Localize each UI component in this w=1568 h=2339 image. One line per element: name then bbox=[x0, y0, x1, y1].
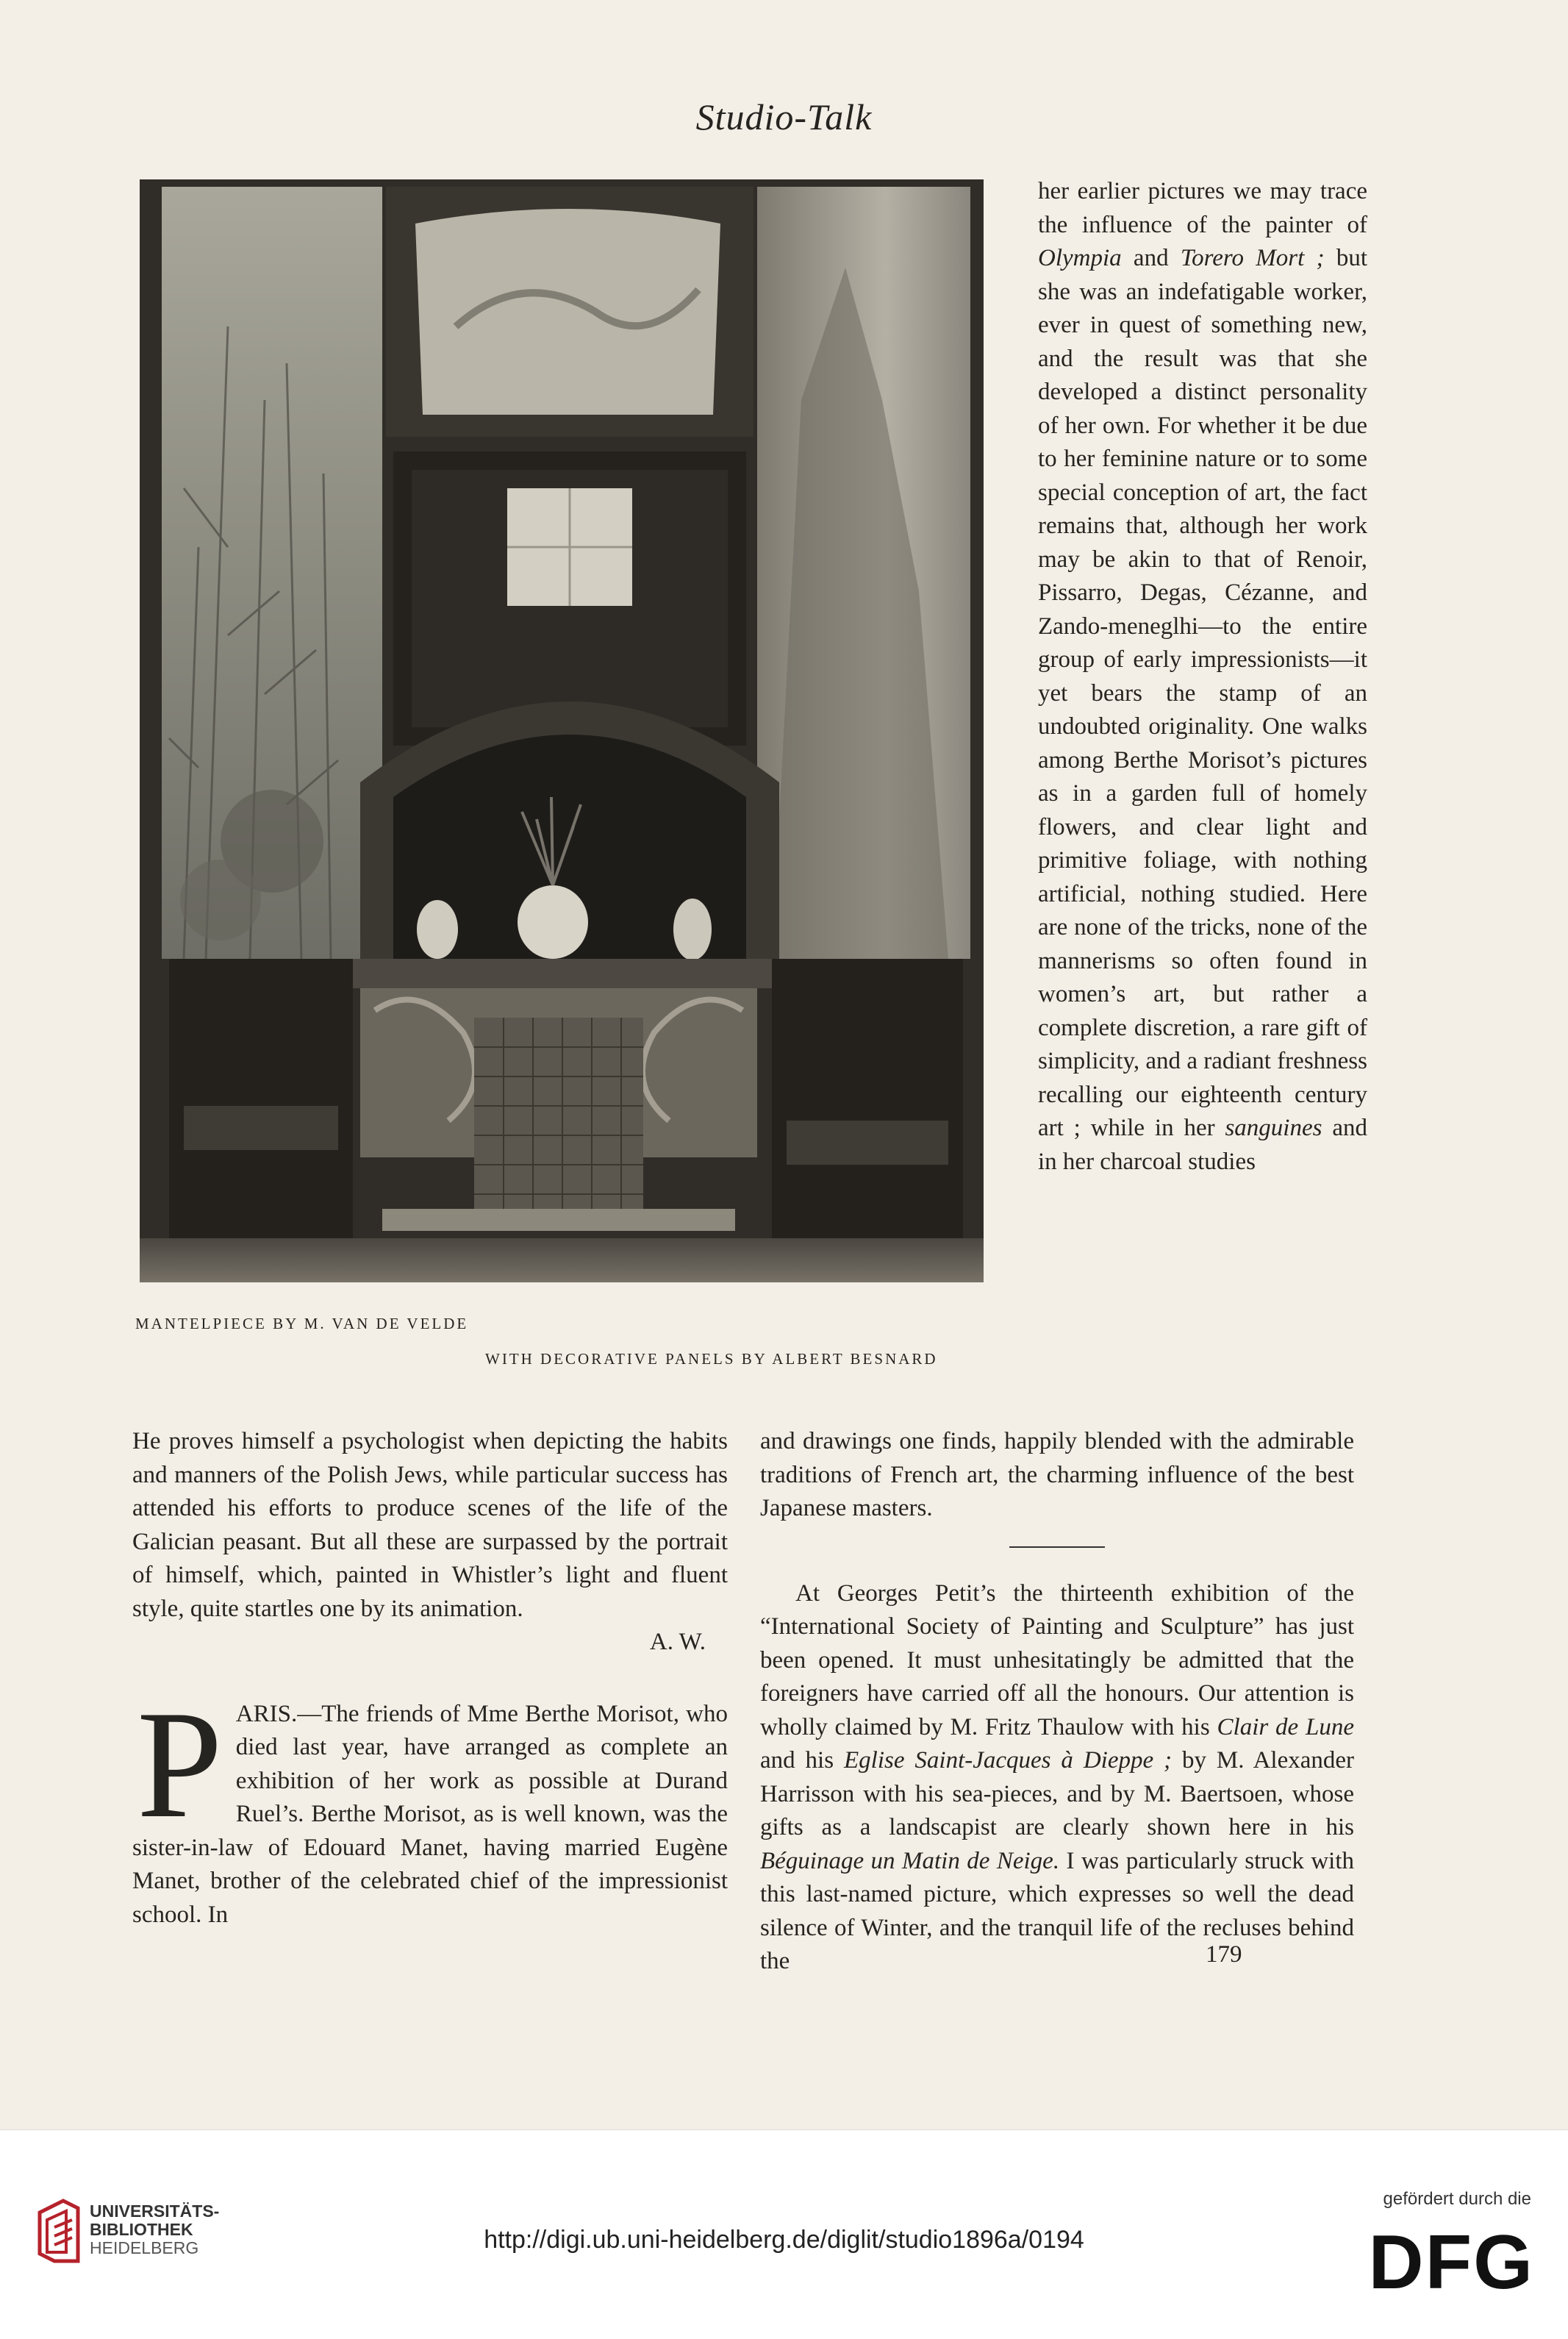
paragraph: At Georges Petit’s the thirteenth exhibition of the “International Society of Painting and Sculpture” has just been opened. It must unhesitatingly be admitted that the foreigners have carried off all the honours. Our attention is wholly claimed by M. Fritz Thaulow with his Clair de Lune and his Eglise Saint-Jacques à Dieppe ; by M. Alexander Harrisson with his sea-pieces, and by M. Baertsoen, whose gifts as a landscapist are clearly shown here in his Béguinage un Matin de Neige. I was particularly struck with this last-named picture, which expresses so well the dead silence of Winter, and the tranquil life of the recluses behind the bbox=[760, 1579, 1354, 1974]
page-number: 179 bbox=[1206, 1941, 1242, 1968]
permalink-url[interactable]: http://digi.ub.uni-heidelberg.de/diglit/studio1896a/0194 bbox=[484, 2226, 1084, 2254]
dfg-logo[interactable]: DFG bbox=[1368, 2220, 1534, 2305]
mantelpiece-photograph bbox=[140, 179, 984, 1282]
funding-label: gefördert durch die bbox=[1383, 2189, 1531, 2209]
viewer-footer bbox=[0, 2129, 1568, 2339]
mantelpiece-image bbox=[140, 179, 984, 1282]
paragraph: He proves himself a psychologist when depicting the habits and manners of the Polish Jews, while particular success has attended his efforts to produce scenes of the life of the Galician peasant. But all these are surpassed by the portrait of himself, which, painted in Whistler’s light and fluent style, quite startles one by its animation. bbox=[132, 1428, 728, 1622]
left-column bbox=[132, 1425, 728, 1932]
section-divider bbox=[1009, 1546, 1105, 1548]
caption-line-2: WITH DECORATIVE PANELS BY ALBERT BESNARD bbox=[485, 1350, 938, 1368]
university-library-name[interactable]: UNIVERSITÄTS- BIBLIOTHEK HEIDELBERG bbox=[90, 2201, 220, 2257]
right-column-bottom bbox=[760, 1425, 1354, 1979]
paragraph: PARIS.—The friends of Mme Berthe Morisot, who died last year, have arranged as complete an exhibition of her work as possible at Durand Ruel’s. Berthe Morisot, as is well known, was the sister-in-law of Edouard Manet, having married Eugène Manet, brother of the celebrated chief of the impressionist school. In bbox=[132, 1679, 728, 1928]
running-head: Studio-Talk bbox=[695, 96, 873, 138]
right-column-top bbox=[1038, 175, 1367, 1179]
drop-cap: P bbox=[137, 1679, 223, 1850]
caption-line-1: MANTELPIECE BY M. VAN DE VELDE bbox=[135, 1315, 469, 1332]
paragraph: and drawings one finds, happily blended with the admirable traditions of French art, the charming influence of the best Japanese masters. bbox=[760, 1428, 1354, 1521]
paragraph: her earlier pictures we may trace the influence of the painter of Olympia and Torero Mort ; but she was an indefatigable worker, ever in quest of something new, and the result was that she developed a distinct personality of her own. For whether it be due to her feminine nature or to some special conception of art, the fact remains that, although her work may be akin to that of Renoir, Pissarro, Degas, Cézanne, and Zando-meneglhi—to the entire group of early impressionists—it yet bears the stamp of an undoubted originality. One walks among Berthe Morisot’s pictures as in a garden full of homely flowers, and clear light and primitive foliage, with nothing artificial, nothing studied. Here are none of the tricks, none of the mannerisms so often found in women’s art, but rather a complete discretion, a rare gift of simplicity, and a radiant freshness recalling our eighteenth century art ; while in her sanguines and in her charcoal studies bbox=[1038, 178, 1368, 1175]
signature: A. W. bbox=[649, 1629, 706, 1655]
